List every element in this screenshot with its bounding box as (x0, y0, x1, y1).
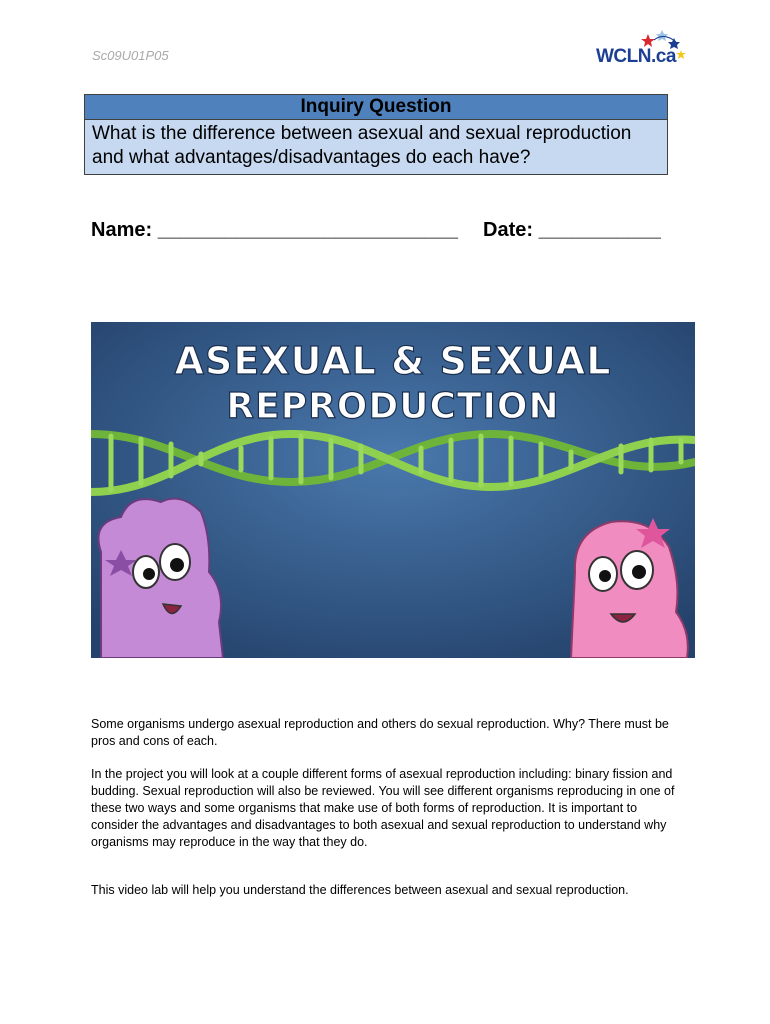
inquiry-question: What is the difference between asexual and sexual reproduction and what advantages/disadvantages do each have? (85, 120, 667, 174)
inquiry-box (84, 94, 668, 175)
logo-text: WCLN.ca (596, 46, 676, 67)
hero-title-line2: REPRODUCTION (226, 386, 560, 427)
video-lab-paragraph (91, 882, 681, 899)
paragraph-1: Some organisms undergo asexual reproduction and others do sexual reproduction. Why? There must be pros and cons of each. (91, 717, 669, 748)
name-field[interactable]: Name: ___________________________ (91, 219, 459, 241)
hero-image (91, 322, 695, 658)
paragraph-3: This video lab will help you understand the differences between asexual and sexual reproduction. (91, 883, 629, 897)
left-creature (99, 499, 224, 658)
hero-illustration (91, 322, 695, 658)
paragraph-2: In the project you will look at a couple different forms of asexual reproduction including: binary fission and budding. Sexual reproduction will also be reviewed. You will see different organisms reproducing in one of these two ways and some organisms that make use of both forms of reproduction. It is important to consider the advantages and disadvantages to both asexual and sexual reproduction to understand why organisms may reproduce in the way that they do. (91, 767, 675, 849)
hero-title-line1: ASEXUAL & SEXUAL (174, 339, 612, 383)
document-code: Sc09U01P05 (92, 48, 169, 63)
date-field[interactable]: Date: ___________ (483, 219, 661, 241)
name-date-row (91, 219, 691, 242)
inquiry-title: Inquiry Question (85, 95, 667, 120)
project-paragraph (91, 766, 681, 851)
wcln-logo (596, 28, 696, 72)
intro-paragraph (91, 716, 681, 750)
